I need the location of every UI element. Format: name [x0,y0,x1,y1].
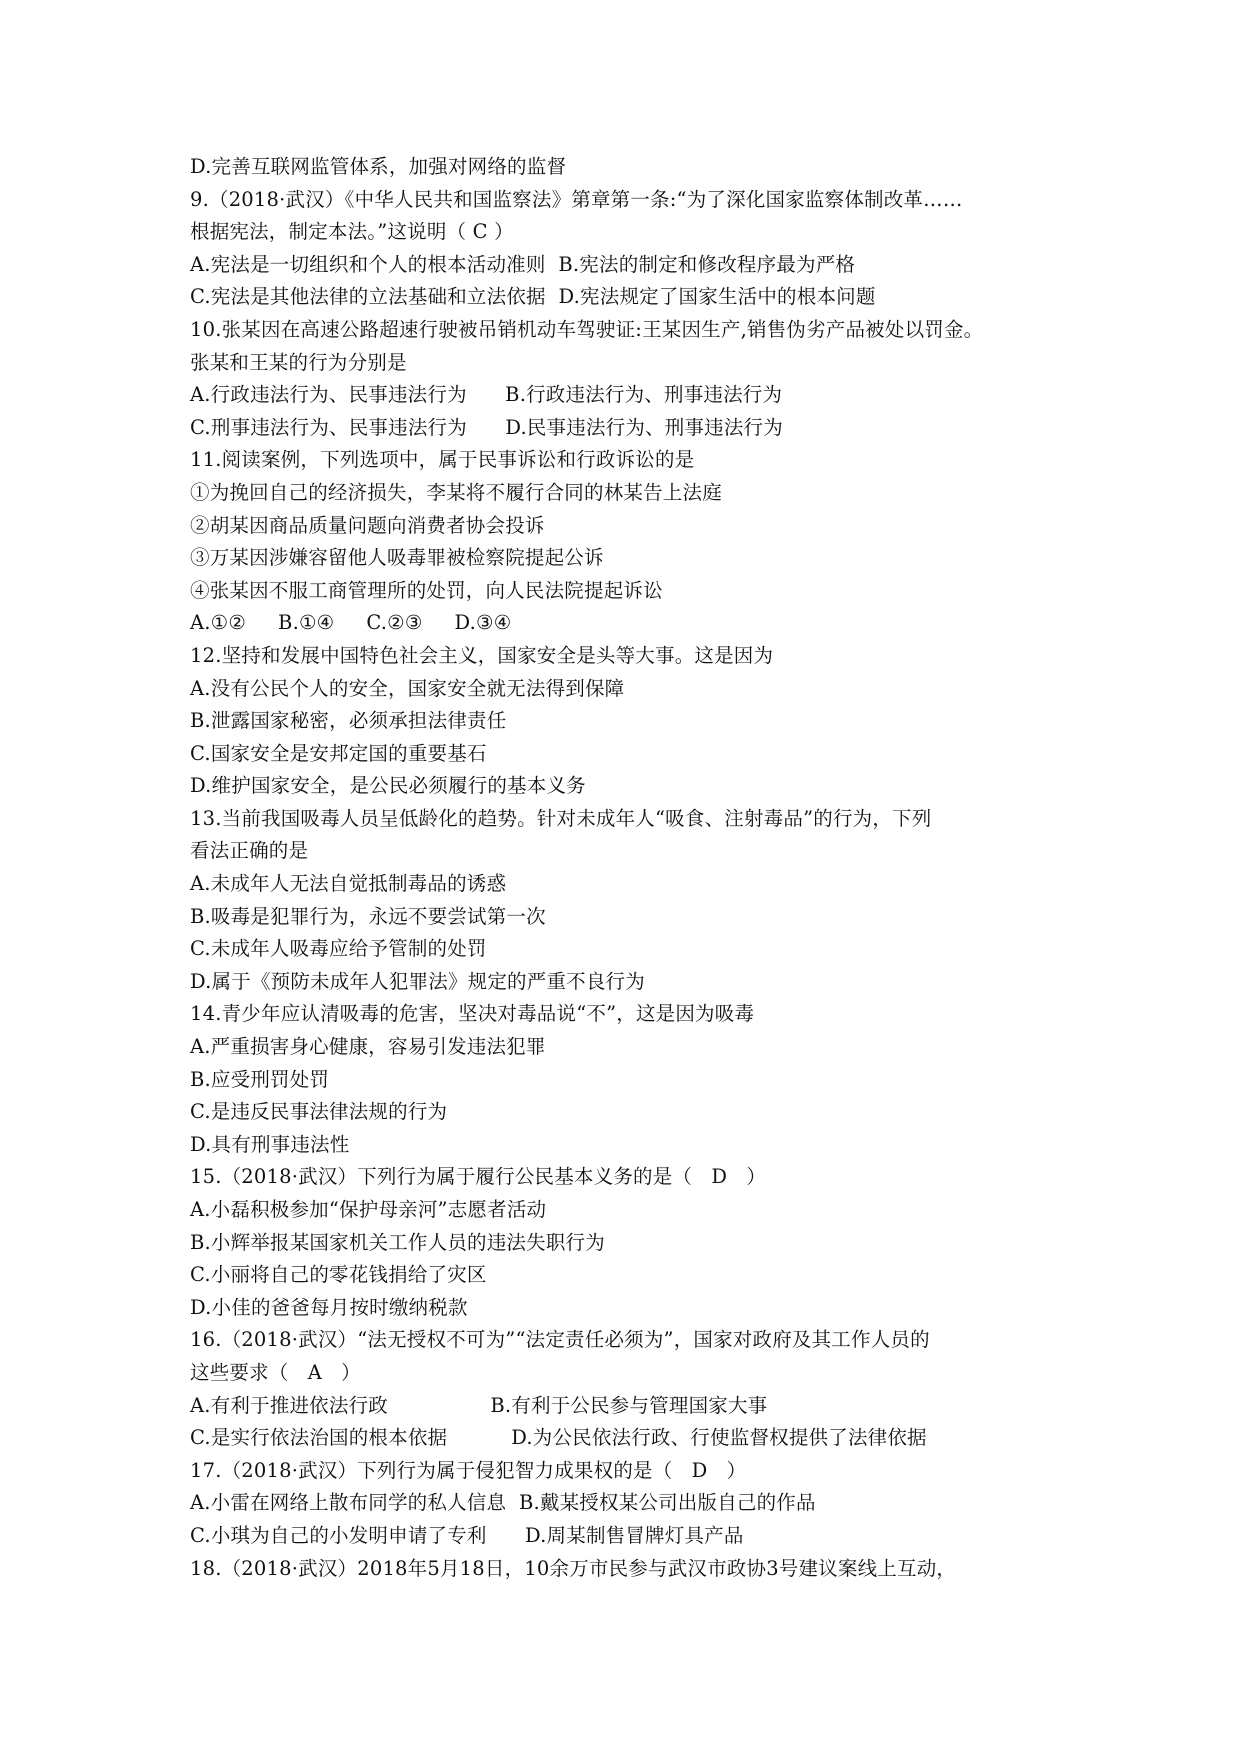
question-13-option-a: A.未成年人无法自觉抵制毒品的诱惑 [190,872,507,896]
question-9-options-cd: C.宪法是其他法律的立法基础和立法依据 D.宪法规定了国家生活中的根本问题 [190,285,876,309]
question-12-option-b: B.泄露国家秘密，必须承担法律责任 [190,709,507,733]
question-9-stem: 9.（2018·武汉）《中华人民共和国监察法》第章第一条:“为了深化国家监察体制改革…… [190,187,963,211]
question-12-option-d: D.维护国家安全，是公民必须履行的基本义务 [190,774,586,798]
question-10-stem-cont: 张某和王某的行为分别是 [190,350,407,374]
question-10-stem: 10.张某因在高速公路超速行驶被吊销机动车驾驶证:王某因生产,销售伪劣产品被处以罚金。 [190,317,984,341]
option-line: D.完善互联网监管体系，加强对网络的监督 [190,155,567,178]
question-11-case-2: ②胡某因商品质量问题向消费者协会投诉 [190,513,545,537]
question-17-options-ab: A.小雷在网络上散布同学的私人信息 B.戴某授权某公司出版自己的作品 [190,1491,816,1515]
question-11-case-1: ①为挽回自己的经济损失，李某将不履行合同的林某告上法庭 [190,480,722,504]
question-16-options-cd: C.是实行依法治国的根本依据 D.为公民依法行政、行使监督权提供了法律依据 [190,1426,927,1450]
question-11-options: A.①② B.①④ C.②③ D.③④ [190,611,512,635]
question-16-options-ab: A.有利于推进依法行政 B.有利于公民参与管理国家大事 [190,1393,768,1417]
question-15-stem: 15.（2018·武汉）下列行为属于履行公民基本义务的是（ D ） [190,1165,767,1189]
question-12-stem: 12.坚持和发展中国特色社会主义，国家安全是头等大事。这是因为 [190,643,774,667]
question-13-option-d: D.属于《预防未成年人犯罪法》规定的严重不良行为 [190,969,645,993]
question-15-option-d: D.小佳的爸爸每月按时缴纳税款 [190,1295,468,1319]
question-15-option-c: C.小丽将自己的零花钱捐给了灾区 [190,1263,487,1287]
question-9-options-ab: A.宪法是一切组织和个人的根本活动准则 B.宪法的制定和修改程序最为严格 [190,252,856,276]
question-12-option-a: A.没有公民个人的安全，国家安全就无法得到保障 [190,676,625,700]
question-11-stem: 11.阅读案例，下列选项中，属于民事诉讼和行政诉讼的是 [190,448,695,472]
question-17-stem: 17.（2018·武汉）下列行为属于侵犯智力成果权的是（ D ） [190,1458,747,1482]
question-15-option-b: B.小辉举报某国家机关工作人员的违法失职行为 [190,1230,605,1254]
question-11-case-3: ③万某因涉嫌容留他人吸毒罪被检察院提起公诉 [190,546,604,570]
question-14-option-b: B.应受刑罚处罚 [190,1067,330,1091]
question-17-options-cd: C.小琪为自己的小发明申请了专利 D.周某制售冒牌灯具产品 [190,1523,744,1547]
question-16-stem: 16.（2018·武汉）“法无授权不可为”“法定责任必须为”，国家对政府及其工作人员的 [190,1328,930,1352]
question-18-stem: 18.（2018·武汉）2018年5月18日，10余万市民参与武汉市政协3号建议案线上互动， [190,1556,957,1580]
question-14-option-a: A.严重损害身心健康，容易引发违法犯罪 [190,1035,546,1059]
question-13-stem: 13.当前我国吸毒人员呈低龄化的趋势。针对未成年人“吸食、注射毒品”的行为，下列 [190,806,932,830]
question-10-options-ab: A.行政违法行为、民事违法行为 B.行政违法行为、刑事违法行为 [190,383,783,407]
question-13-stem-cont: 看法正确的是 [190,839,309,863]
question-13-option-c: C.未成年人吸毒应给予管制的处罚 [190,937,487,961]
document-page [190,151,1090,1585]
question-11-case-4: ④张某因不服工商管理所的处罚，向人民法院提起诉讼 [190,578,663,602]
question-14-stem: 14.青少年应认清吸毒的危害，坚决对毒品说“不”，这是因为吸毒 [190,1002,755,1026]
question-14-option-c: C.是违反民事法律法规的行为 [190,1100,448,1124]
question-10-options-cd: C.刑事违法行为、民事违法行为 D.民事违法行为、刑事违法行为 [190,415,783,439]
question-16-stem-cont: 这些要求（ A ） [190,1360,361,1384]
question-13-option-b: B.吸毒是犯罪行为，永远不要尝试第一次 [190,904,546,928]
question-9-stem-cont: 根据宪法，制定本法。”这说明（ C ） [190,220,514,244]
question-15-option-a: A.小磊积极参加“保护母亲河”志愿者活动 [190,1198,547,1221]
question-14-option-d: D.具有刑事违法性 [190,1132,350,1156]
question-12-option-c: C.国家安全是安邦定国的重要基石 [190,741,487,765]
